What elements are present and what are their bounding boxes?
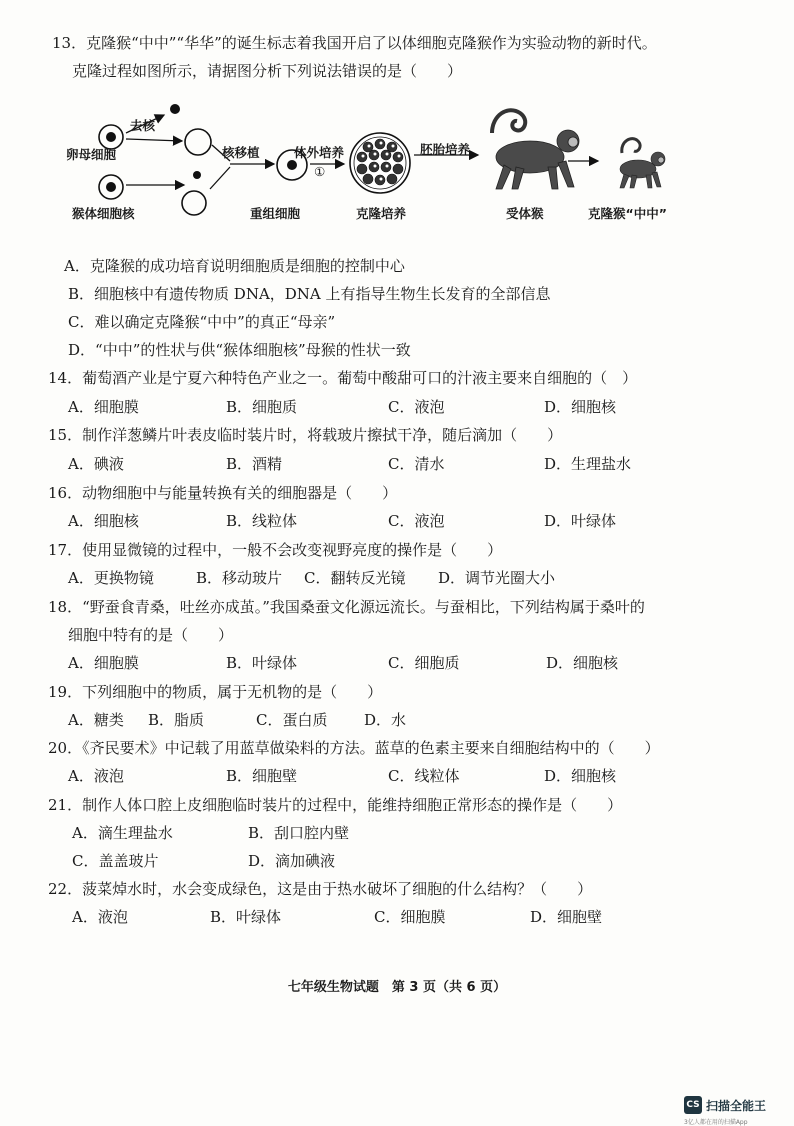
q18-option-c: C．细胞质: [388, 654, 460, 672]
q19-option-b: B．脂质: [148, 711, 205, 729]
q19-option-d: D．水: [364, 711, 407, 729]
q13-stem-line2: 克隆过程如图所示，请据图分析下列说法错误的是（ ）: [72, 62, 463, 80]
q21-option-b: B．刮口腔内壁: [248, 824, 350, 842]
label-step-1: ①: [314, 164, 326, 179]
label-nuclear-transfer: 核移植: [222, 145, 260, 160]
q21-option-a: A．滴生理盐水: [72, 824, 173, 842]
camscanner-tagline: 3亿人都在用的扫描App: [684, 1119, 748, 1126]
enucleated-egg-icon: [185, 129, 211, 155]
q20-stem: 20．《齐民要术》中记载了用蓝草做染料的方法。蓝草的色素主要来自细胞结构中的（ ）: [48, 739, 660, 757]
clone-monkey-icon: [620, 139, 665, 188]
recipient-monkey-icon: [492, 110, 579, 189]
camscanner-name: 扫描全能王: [706, 1099, 767, 1113]
q14-option-a: A．细胞膜: [68, 398, 139, 416]
label-clone-culture: 克隆培养: [356, 206, 407, 221]
q14-stem: 14．葡萄酒产业是宁夏六种特色产业之一。葡萄中酸甜可口的汁液主要来自细胞的（ ）: [48, 369, 638, 387]
label-in-vitro-culture: 体外培养: [294, 145, 345, 160]
q14-option-c: C．液泡: [388, 398, 445, 416]
q21-stem: 21．制作人体口腔上皮细胞临时装片的过程中，能维持细胞正常形态的操作是（ ）: [48, 796, 623, 814]
label-clone-monkey: 克隆猴“中中”: [588, 206, 667, 221]
page-footer: 七年级生物试题 第 3 页（共 6 页）: [287, 980, 507, 995]
q16-option-b: B．线粒体: [226, 512, 298, 530]
q13-option-c: C．难以确定克隆猴“中中”的真正“母亲”: [68, 313, 336, 331]
q17-option-a: A．更换物镜: [68, 569, 154, 587]
q15-option-c: C．清水: [388, 455, 445, 473]
label-egg-cell: 卵母细胞: [66, 147, 117, 162]
q22-stem: 22．菠菜焯水时，水会变成绿色，这是由于热水破坏了细胞的什么结构？（ ）: [48, 880, 593, 898]
label-reconstructed-cell: 重组细胞: [250, 206, 301, 221]
q20-option-c: C．线粒体: [388, 767, 460, 785]
q13-option-b: B．细胞核中有遗传物质 DNA，DNA 上有指导生物生长发育的全部信息: [68, 285, 551, 303]
q13-option-d: D．“中中”的性状与供“猴体细胞核”母猴的性状一致: [68, 341, 411, 359]
removed-nucleus-icon: [170, 104, 180, 114]
somatic-cell-icon: [99, 175, 123, 199]
q17-stem: 17．使用显微镜的过程中，一般不会改变视野亮度的操作是（ ）: [48, 541, 503, 559]
q20-option-a: A．液泡: [68, 767, 124, 785]
q15-option-a: A．碘液: [68, 455, 124, 473]
q21-option-c: C．盖盖玻片: [72, 852, 159, 870]
q17-option-d: D．调节光圈大小: [438, 569, 556, 587]
q22-option-b: B．叶绿体: [210, 908, 282, 926]
q19-option-c: C．蛋白质: [256, 711, 328, 729]
q16-option-c: C．液泡: [388, 512, 445, 530]
q16-option-a: A．细胞核: [68, 512, 139, 530]
q22-option-d: D．细胞壁: [530, 908, 603, 926]
somatic-nucleus-icon: [193, 171, 201, 179]
q18-option-a: A．细胞膜: [68, 654, 139, 672]
q15-stem: 15．制作洋葱鳞片叶表皮临时装片时，将载玻片擦拭干净，随后滴加（ ）: [48, 426, 563, 444]
q20-option-d: D．细胞核: [544, 767, 617, 785]
q14-option-d: D．细胞核: [544, 398, 617, 416]
q18-stem-line2: 细胞中特有的是（ ）: [68, 626, 234, 644]
q15-option-b: B．酒精: [226, 455, 283, 473]
q15-option-d: D．生理盐水: [544, 455, 632, 473]
label-embryo-culture: 胚胎培养: [420, 142, 471, 157]
camscanner-logo-icon: CS: [684, 1096, 702, 1114]
q13-stem-line1: 13．克隆猴“中中”“华华”的诞生标志着我国开启了以体细胞克隆猴作为实验动物的新时代。: [52, 34, 657, 52]
q21-option-d: D．滴加碘液: [248, 852, 336, 870]
embryo-icon: [350, 133, 410, 193]
q16-stem: 16．动物细胞中与能量转换有关的细胞器是（ ）: [48, 484, 398, 502]
q14-option-b: B．细胞质: [226, 398, 298, 416]
somatic-remnant-icon: [182, 191, 206, 215]
q17-option-c: C．翻转反光镜: [304, 569, 406, 587]
q19-option-a: A．糖类: [68, 711, 124, 729]
q22-option-a: A．液泡: [72, 908, 128, 926]
q22-option-c: C．细胞膜: [374, 908, 446, 926]
label-remove-nucleus: 去核: [130, 118, 156, 133]
label-somatic-nucleus: 猴体细胞核: [72, 206, 135, 221]
label-recipient-monkey: 受体猴: [506, 206, 544, 221]
q16-option-d: D．叶绿体: [544, 512, 617, 530]
q19-stem: 19．下列细胞中的物质，属于无机物的是（ ）: [48, 683, 383, 701]
q18-option-b: B．叶绿体: [226, 654, 298, 672]
q17-option-b: B．移动玻片: [196, 569, 283, 587]
q18-option-d: D．细胞核: [546, 654, 619, 672]
q20-option-b: B．细胞壁: [226, 767, 298, 785]
q13-option-a: A．克隆猴的成功培育说明细胞质是细胞的控制中心: [64, 257, 405, 275]
q18-stem-line1: 18．“野蚕食青桑，吐丝亦成茧。”我国桑蚕文化源远流长。与蚕相比，下列结构属于桑叶的: [48, 598, 645, 616]
